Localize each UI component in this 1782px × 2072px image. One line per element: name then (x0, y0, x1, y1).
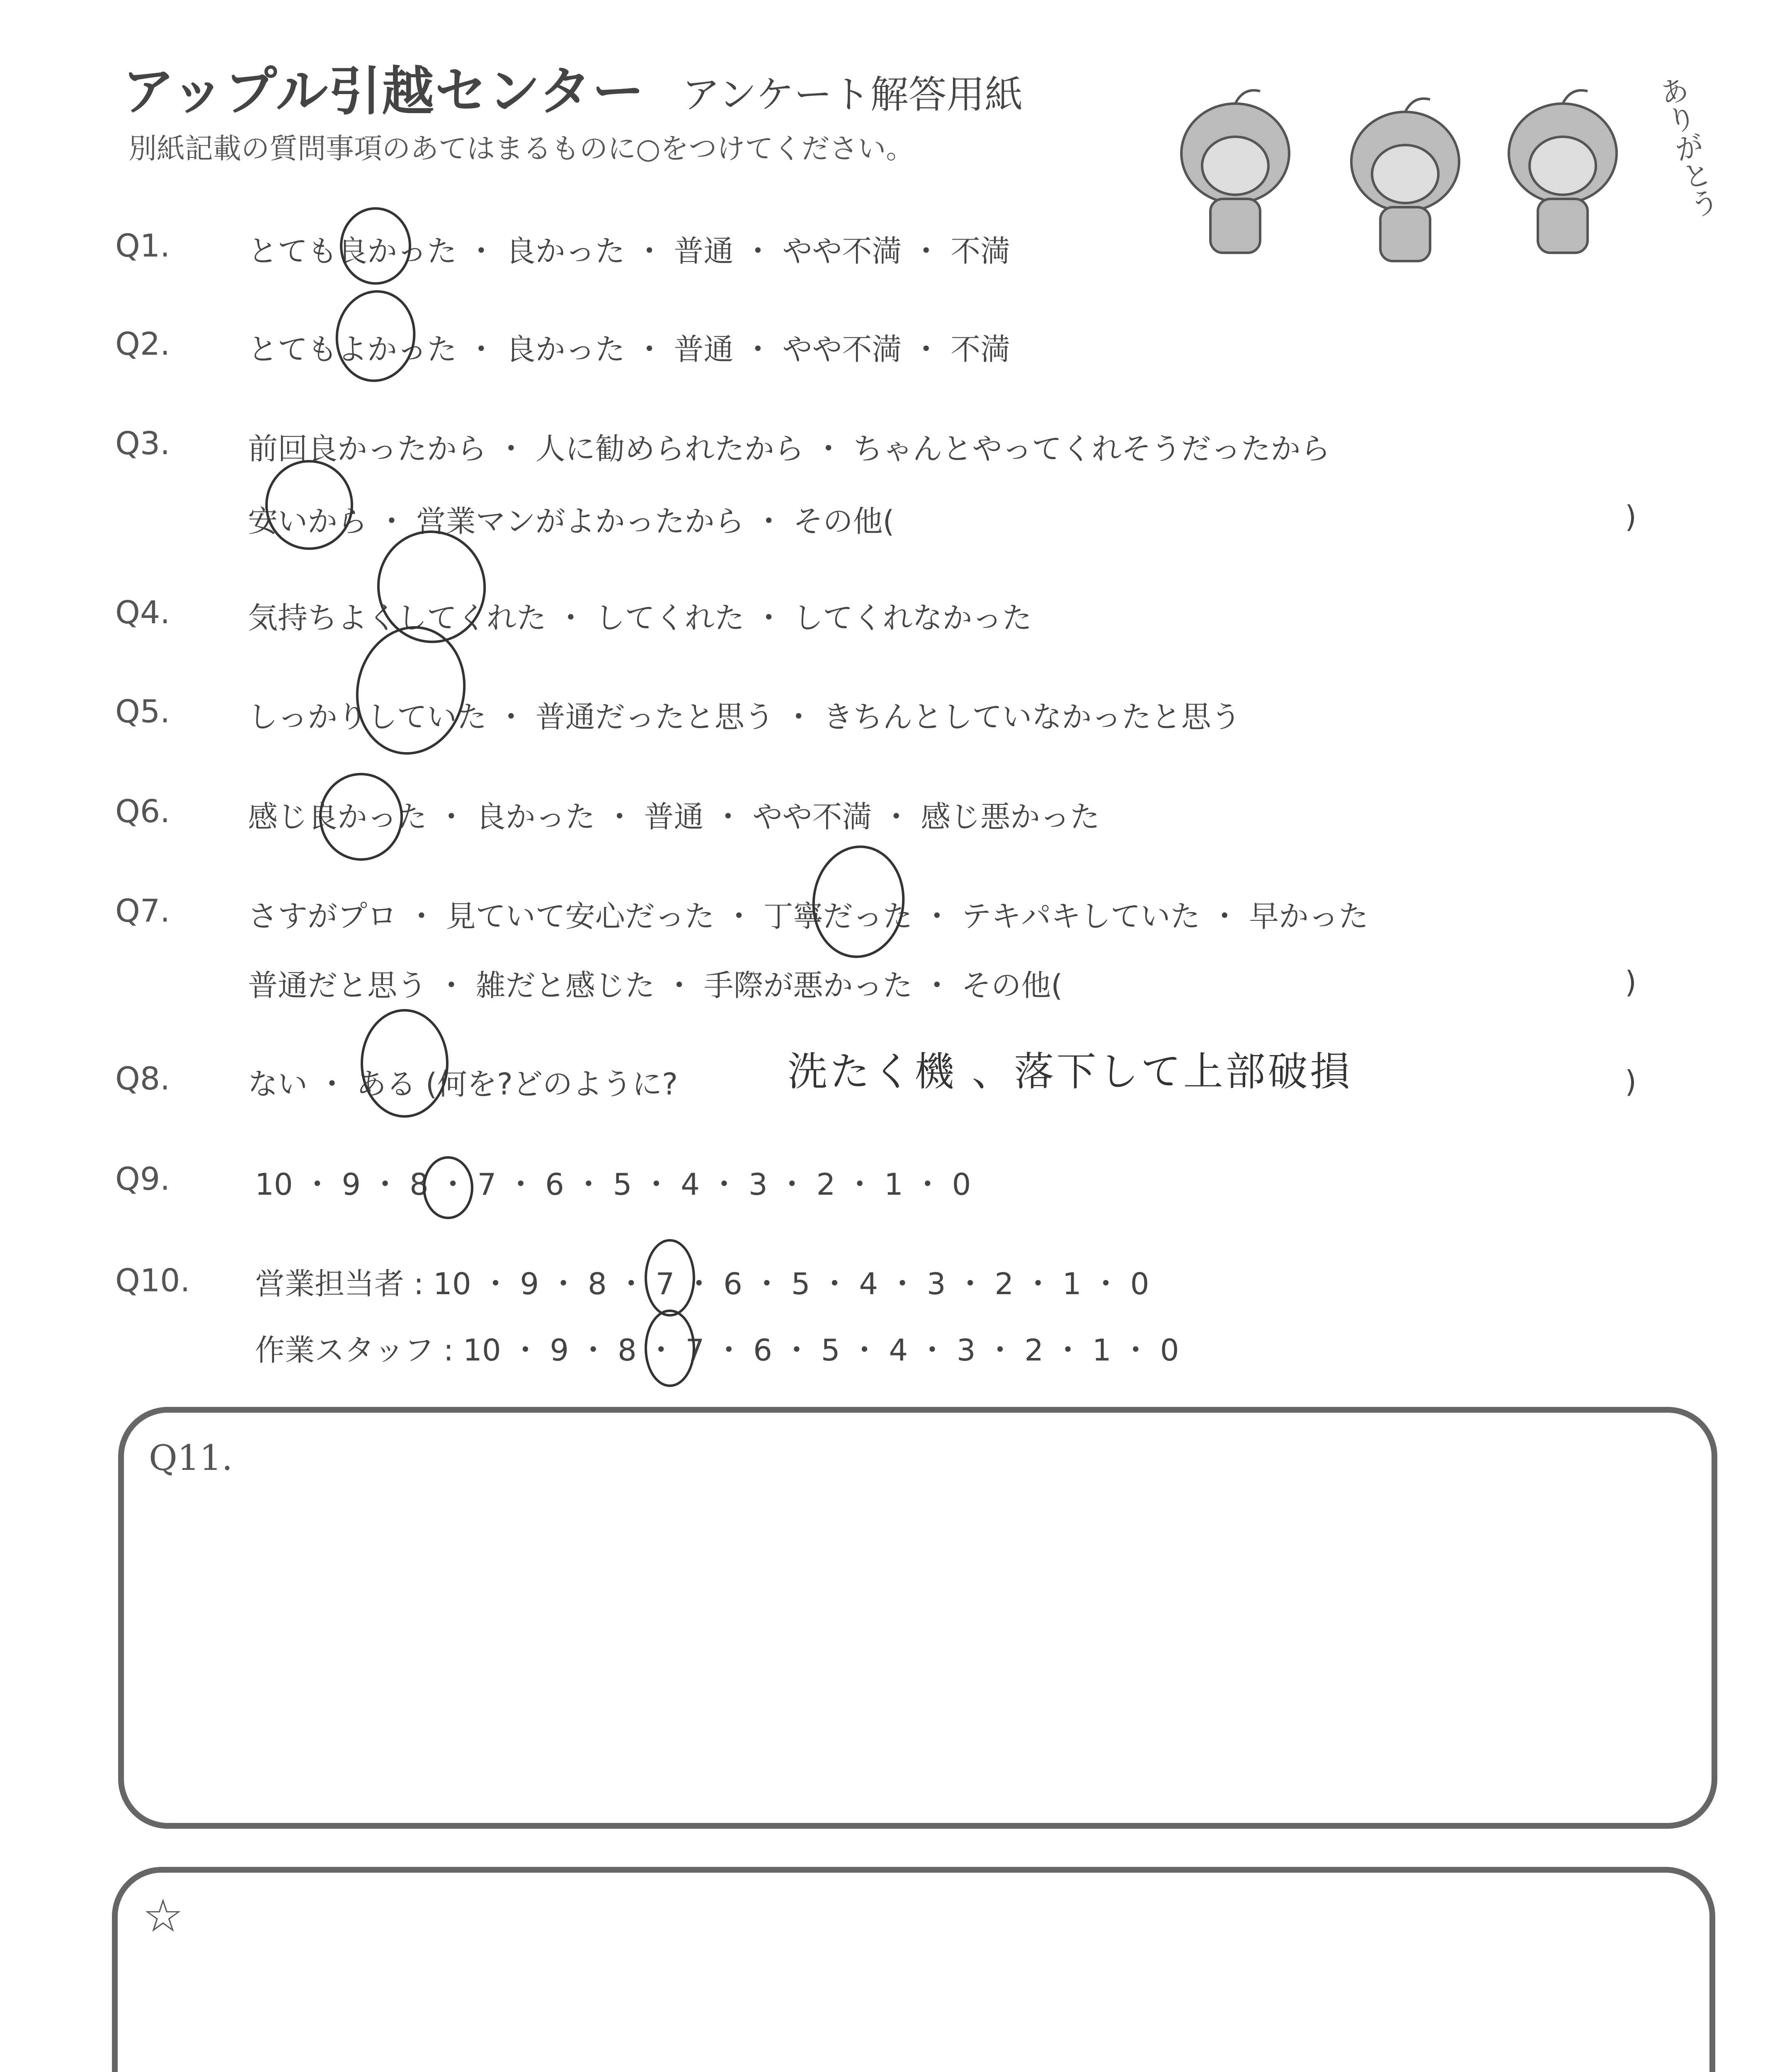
q11-label: Q11. (149, 1438, 233, 1478)
mascot-caption: ありがとう (1652, 73, 1722, 222)
form-title: アップル引越センター (122, 61, 645, 122)
question-label: Q4. (115, 594, 170, 631)
question-options: 気持ちよくしてくれた ・ してくれた ・ してくれなかった (248, 600, 1032, 635)
question-options: ない ・ ある (何を?どのように? (248, 1067, 678, 1101)
handwritten-answer: 洗たく機 、落下して上部破損 (788, 1048, 1353, 1095)
question-options: とてもよかった ・ 良かった ・ 普通 ・ やや不満 ・ 不満 (248, 332, 1011, 367)
question-options-line2: 作業スタッフ : 10 ・ 9 ・ 8 ・ 7 ・ 6 ・ 5 ・ 4 ・ 3 ・ 2 ・ 1 ・ 0 (255, 1333, 1179, 1368)
question-options: さすがプロ ・ 見ていて安心だった ・ 丁寧だった ・ テキパキしていた ・ 早かった (248, 899, 1369, 934)
close-paren: ) (1625, 965, 1637, 1000)
selection-circle (265, 460, 353, 550)
question-label: Q1. (115, 227, 170, 264)
question-options: 前回良かったから ・ 人に勧められたから ・ ちゃんとやってくれそうだったから (248, 431, 1331, 466)
question-label: Q6. (115, 793, 170, 830)
selection-circle (645, 1239, 695, 1317)
question-options: 営業担当者 : 10 ・ 9 ・ 8 ・ 7 ・ 6 ・ 5 ・ 4 ・ 3 ・ 2 ・ 1 ・ 0 (255, 1266, 1149, 1301)
question-options-line2: 安いから ・ 営業マンがよかったから ・ その他( (248, 504, 895, 539)
monkey-icon (1351, 99, 1459, 261)
question-label: Q8. (115, 1060, 170, 1097)
selection-circle (340, 207, 411, 285)
selection-circle (344, 616, 477, 765)
selection-circle (319, 773, 403, 861)
form-instruction: 別紙記載の質問事項のあてはまるものに○をつけてください。 (128, 133, 914, 165)
question-options: とても良かった ・ 良かった ・ 普通 ・ やや不満 ・ 不満 (248, 234, 1011, 269)
question-label: Q5. (115, 693, 170, 730)
monkey-mascots-illustration (1152, 62, 1700, 278)
question-options: しっかりしていた ・ 普通だったと思う ・ きちんとしていなかったと思う (248, 700, 1241, 734)
monkey-icon (1181, 90, 1289, 253)
question-options-line2: 普通だと思う ・ 雑だと感じた ・ 手際が悪かった ・ その他( (248, 968, 1063, 1003)
form-subtitle: アンケート解答用紙 (682, 73, 1023, 117)
selection-circle (330, 285, 421, 387)
selection-circle (645, 1310, 695, 1387)
question-label: Q9. (115, 1160, 170, 1197)
selection-circle (423, 1156, 473, 1219)
close-paren: ) (1625, 499, 1637, 534)
selection-circle (361, 1009, 449, 1118)
question-label: Q10. (115, 1262, 190, 1299)
question-options: 10 ・ 9 ・ 8 ・ 7 ・ 6 ・ 5 ・ 4 ・ 3 ・ 2 ・ 1 ・ 0 (255, 1167, 971, 1202)
question-label: Q7. (115, 892, 170, 929)
selection-circle (807, 841, 910, 963)
monkey-icon (1509, 90, 1617, 253)
question-label: Q3. (115, 425, 170, 462)
star-icon: ☆ (143, 1889, 184, 1942)
question-options: 感じ良かった ・ 良かった ・ 普通 ・ やや不満 ・ 感じ悪かった (248, 799, 1100, 834)
question-label: Q2. (115, 325, 170, 362)
free-comment-box[interactable] (112, 1867, 1715, 2072)
close-paren: ) (1625, 1064, 1637, 1099)
q11-comment-box[interactable] (118, 1407, 1717, 1829)
